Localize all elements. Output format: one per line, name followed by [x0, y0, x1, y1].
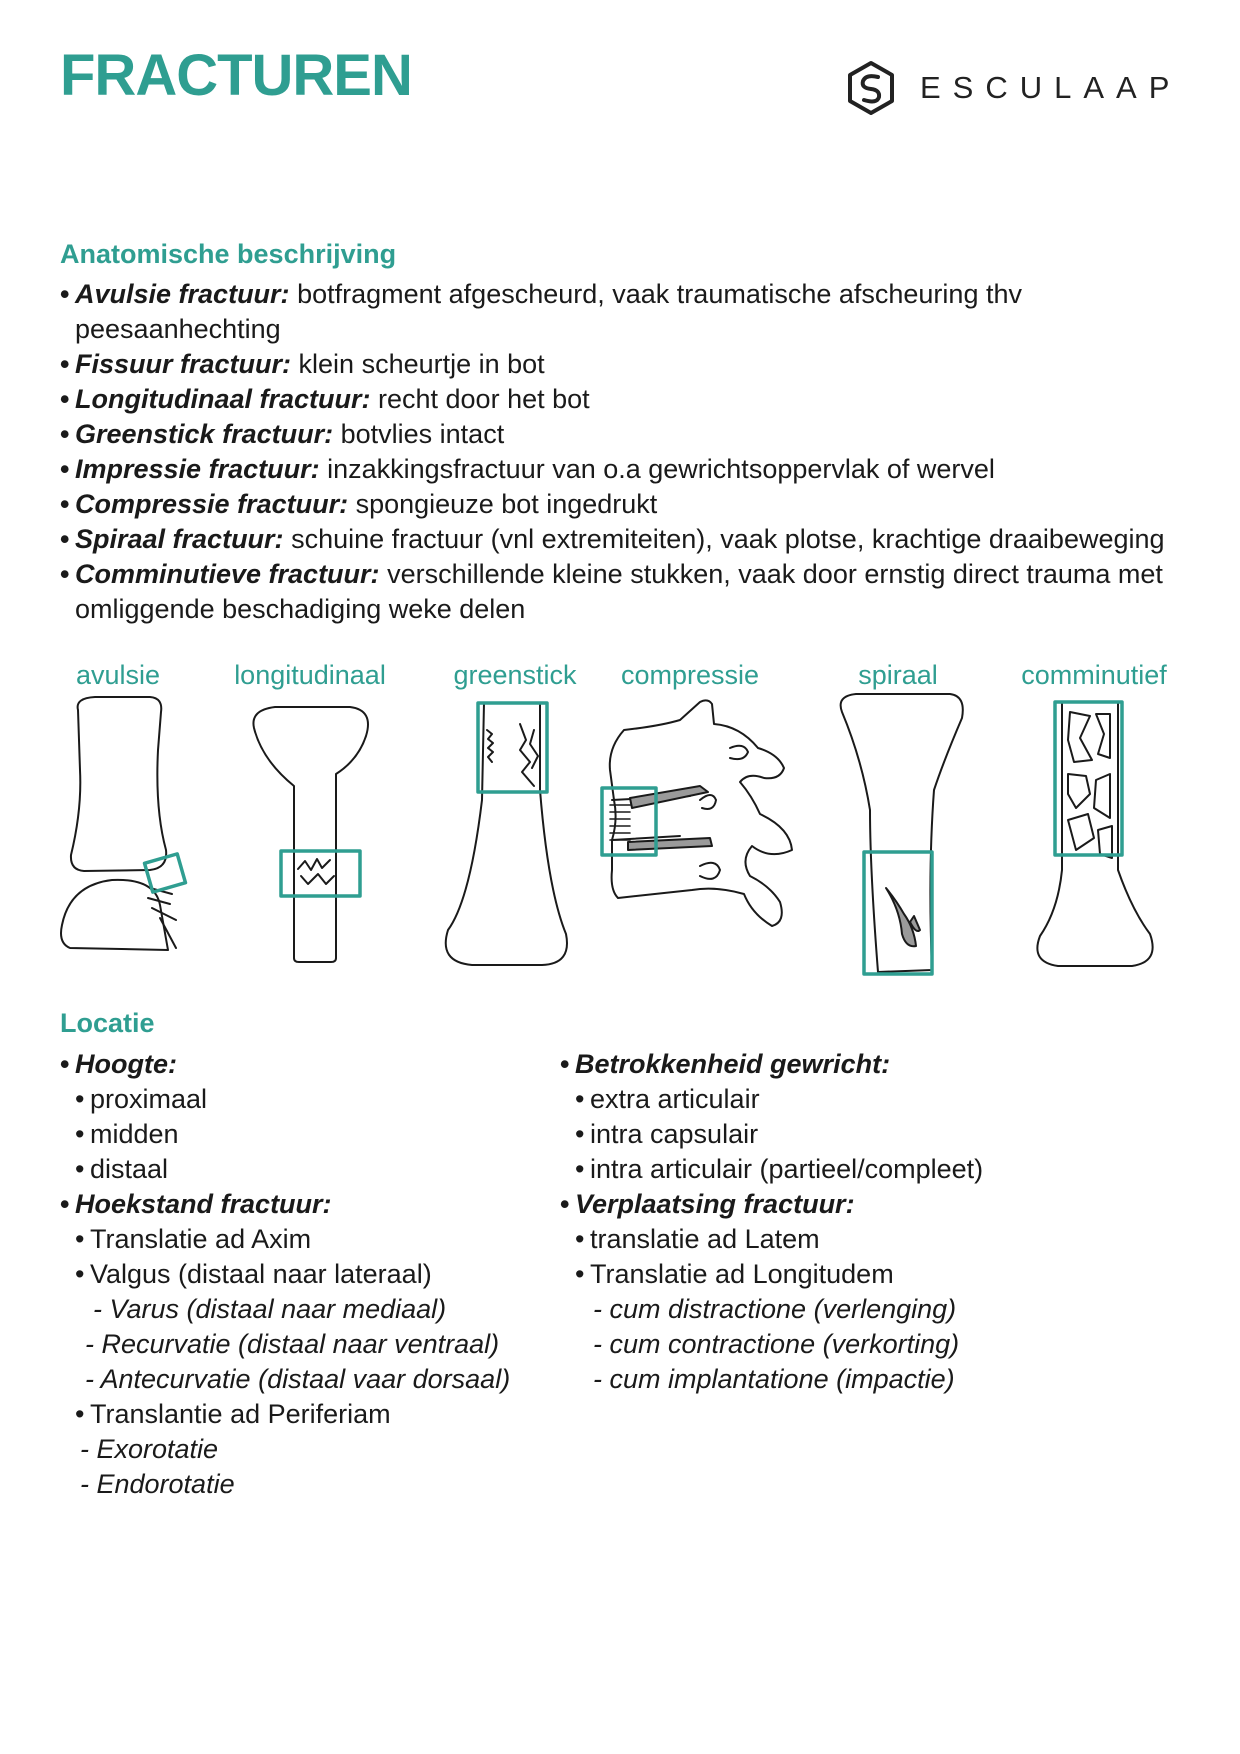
- group-hoekstand: • Hoekstand fractuur:: [60, 1187, 510, 1222]
- page-title: FRACTUREN: [60, 43, 412, 108]
- avulsie-bone-illustration: [61, 697, 176, 950]
- group-gewricht: • Betrokkenheid gewricht:: [560, 1047, 983, 1082]
- anatomy-list: [60, 277, 1200, 627]
- list-item: • intra articulair (partieel/compleet): [560, 1152, 983, 1187]
- list-item: - Recurvatie (distaal naar ventraal): [85, 1329, 500, 1359]
- list-item: • Translatie ad Axim: [60, 1222, 510, 1257]
- figure-label-comminutief: comminutief: [1021, 660, 1167, 690]
- figure-label-longitudinaal: longitudinaal: [234, 660, 386, 690]
- list-item: - cum contractione (verkorting): [593, 1329, 960, 1359]
- figure-label-spiraal: spiraal: [858, 660, 938, 690]
- list-item: • proximaal: [60, 1082, 510, 1117]
- list-item: - Exorotatie: [80, 1434, 219, 1464]
- brand-logo: [846, 60, 1181, 116]
- group-verplaatsing: • Verplaatsing fractuur:: [560, 1187, 983, 1222]
- list-item: • Translantie ad Periferiam: [60, 1397, 510, 1432]
- list-item: • intra capsulair: [560, 1117, 983, 1152]
- list-item: - cum distractione (verlenging): [593, 1294, 957, 1324]
- list-item: • translatie ad Latem: [560, 1222, 983, 1257]
- list-item: - Endorotatie: [80, 1469, 235, 1499]
- figure-label-compressie: compressie: [620, 660, 760, 690]
- list-item: • Fissuur fractuur: klein scheurtje in bot: [60, 347, 1200, 382]
- figure-label-avulsie: avulsie: [75, 660, 161, 690]
- list-item: • distaal: [60, 1152, 510, 1187]
- longitudinaal-bone-illustration: [253, 707, 368, 962]
- section-heading-location: Locatie: [60, 1008, 155, 1038]
- list-item: • Translatie ad Longitudem: [560, 1257, 983, 1292]
- list-item: - cum implantatione (impactie): [593, 1364, 955, 1394]
- list-item: • Impressie fractuur: inzakkingsfractuur van o.a gewrichtsoppervlak of wervel: [60, 452, 1200, 487]
- brand-name: ESCULAAP: [920, 70, 1182, 105]
- fracture-illustrations: [0, 690, 1240, 990]
- greenstick-bone-illustration: [446, 703, 567, 965]
- list-item: • Compressie fractuur: spongieuze bot ingedrukt: [60, 487, 1200, 522]
- list-item: • extra articulair: [560, 1082, 983, 1117]
- figure-label-greenstick: greenstick: [453, 660, 577, 690]
- longitudinaal-highlight-box: [281, 851, 360, 896]
- location-right-column: [560, 1047, 983, 1397]
- compressie-spine-illustration: [610, 700, 792, 926]
- list-item: • Greenstick fractuur: botvlies intact: [60, 417, 1200, 452]
- list-item: - Varus (distaal naar mediaal): [93, 1294, 447, 1324]
- list-item: • Spiraal fractuur: schuine fractuur (vnl extremiteiten), vaak plotse, krachtige draaibeweging: [60, 522, 1200, 557]
- group-hoogte: • Hoogte:: [60, 1047, 510, 1082]
- esculaap-hexagon-s-icon: [846, 60, 896, 116]
- list-item: • Longitudinaal fractuur: recht door het bot: [60, 382, 1200, 417]
- spiraal-bone-illustration: [841, 694, 963, 972]
- list-item: - Antecurvatie (distaal vaar dorsaal): [85, 1364, 511, 1394]
- section-heading-anatomy: Anatomische beschrijving: [60, 239, 397, 269]
- list-item: • Comminutieve fractuur: verschillende kleine stukken, vaak door ernstig direct trauma met omliggende beschadiging weke delen: [60, 557, 1200, 627]
- list-item: • midden: [60, 1117, 510, 1152]
- list-item: • Valgus (distaal naar lateraal): [60, 1257, 510, 1292]
- location-left-column: [60, 1047, 510, 1502]
- list-item: • Avulsie fractuur: botfragment afgescheurd, vaak traumatische afscheuring thv peesaanhechting: [60, 277, 1200, 347]
